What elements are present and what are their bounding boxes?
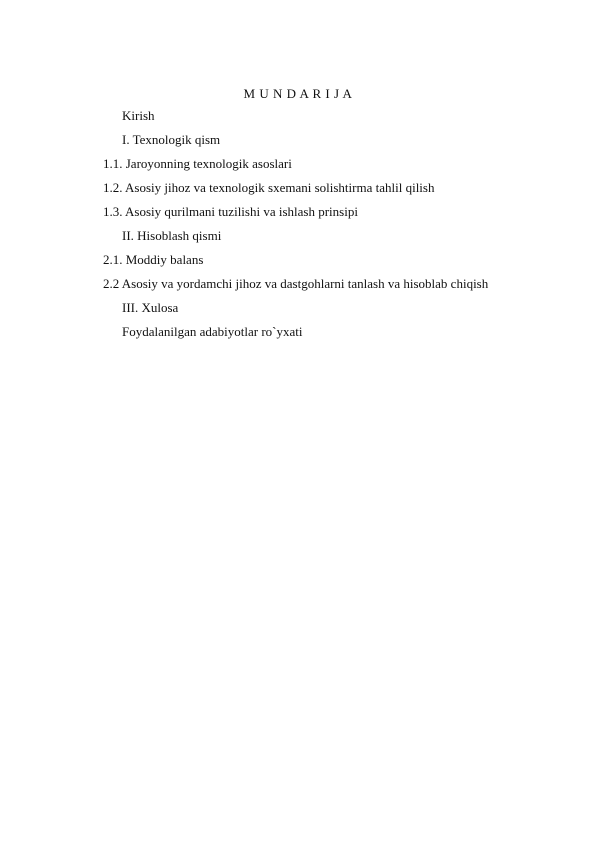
toc-item-hisoblash-qismi: II. Hisoblash qismi [122, 228, 222, 243]
toc-item-1-2: 1.2. Asosiy jihoz va texnologik sxemani solishtirma tahlil qilish [103, 180, 435, 195]
page-title: M U N D A R I J A [243, 86, 353, 101]
toc-item-1-1: 1.1. Jaroyonning texnologik asoslari [103, 156, 292, 171]
toc-item-kirish: Kirish [122, 108, 155, 123]
toc-item-texnologik-qism: I. Texnologik qism [122, 132, 221, 147]
toc-item-2-1: 2.1. Moddiy balans [103, 252, 204, 267]
toc-item-1-3: 1.3. Asosiy qurilmani tuzilishi va ishlash prinsipi [103, 204, 358, 219]
toc-item-adabiyotlar: Foydalanilgan adabiyotlar ro`yxati [122, 324, 303, 339]
toc-item-xulosa: III. Xulosa [122, 300, 179, 315]
toc-item-2-2: 2.2 Asosiy va yordamchi jihoz va dastgohlarni tanlash va hisoblab chiqish [103, 276, 489, 291]
